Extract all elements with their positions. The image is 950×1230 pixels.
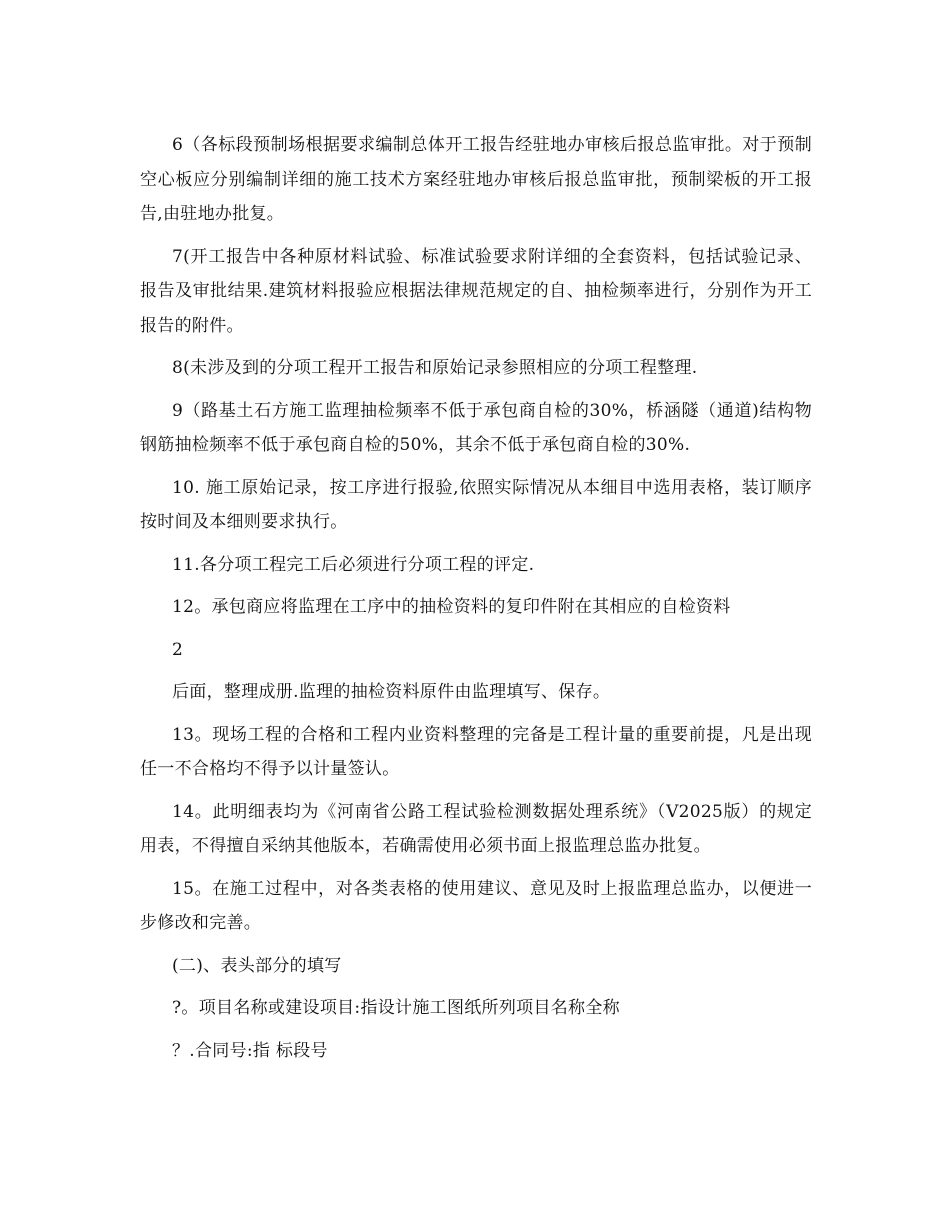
paragraph-item-9: 9（路基土石方施工监理抽检频率不低于承包商自检的30%，桥涵隧（通道)结构物钢筋抽检频率不低于承包商自检的50%，其余不低于承包商自检的30%.	[140, 400, 812, 455]
paragraph-item-12: 12。承包商应将监理在工序中的抽检资料的复印件附在其相应的自检资料	[172, 597, 731, 617]
item-contract-number: ？.合同号:指 标段号	[172, 1040, 328, 1061]
paragraph-item-11: 11.各分项工程完工后必须进行分项工程的评定.	[172, 554, 535, 575]
page-number: 2	[172, 639, 184, 660]
paragraph-item-13: 13。现场工程的合格和工程内业资料整理的完备是工程计量的重要前提，凡是出现任一不合格均不得予以计量签认。	[140, 724, 812, 779]
paragraph-item-15: 15。在施工过程中，对各类表格的使用建议、意见及时上报监理总监办，以便进一步修改和完善。	[140, 878, 812, 933]
paragraph-item-14: 14。此明细表均为《河南省公路工程试验检测数据处理系统》（V2025版）的规定用表，不得擅自采纳其他版本，若确需使用必须书面上报监理总监办批复。	[140, 801, 812, 856]
paragraph-item-12-continued: 后面，整理成册.监理的抽检资料原件由监理填写、保存。	[172, 682, 611, 702]
paragraph-item-7: 7(开工报告中各种原材料试验、标准试验要求附详细的全套资料，包括试验记录、报告及审批结果.建筑材料报验应根据法律规范规定的自、抽检频率进行，分别作为开工报告的附件。	[140, 246, 812, 336]
document-body	[140, 128, 812, 1068]
paragraph-item-8: 8(未涉及到的分项工程开工报告和原始记录参照相应的分项工程整理.	[172, 358, 698, 378]
item-project-name: ?。项目名称或建设项目:指设计施工图纸所列项目名称全称	[172, 998, 620, 1018]
section-heading-header-filling: (二)、表头部分的填写	[172, 955, 342, 976]
paragraph-item-6: 6（各标段预制场根据要求编制总体开工报告经驻地办审核后报总监审批。对于预制空心板应分别编制详细的施工技术方案经驻地办审核后报总监审批，预制梁板的开工报告,由驻地办批复。	[140, 135, 812, 224]
paragraph-item-10: 10. 施工原始记录，按工序进行报验,依照实际情况从本细目中选用表格，装订顺序按时间及本细则要求执行。	[140, 477, 812, 532]
